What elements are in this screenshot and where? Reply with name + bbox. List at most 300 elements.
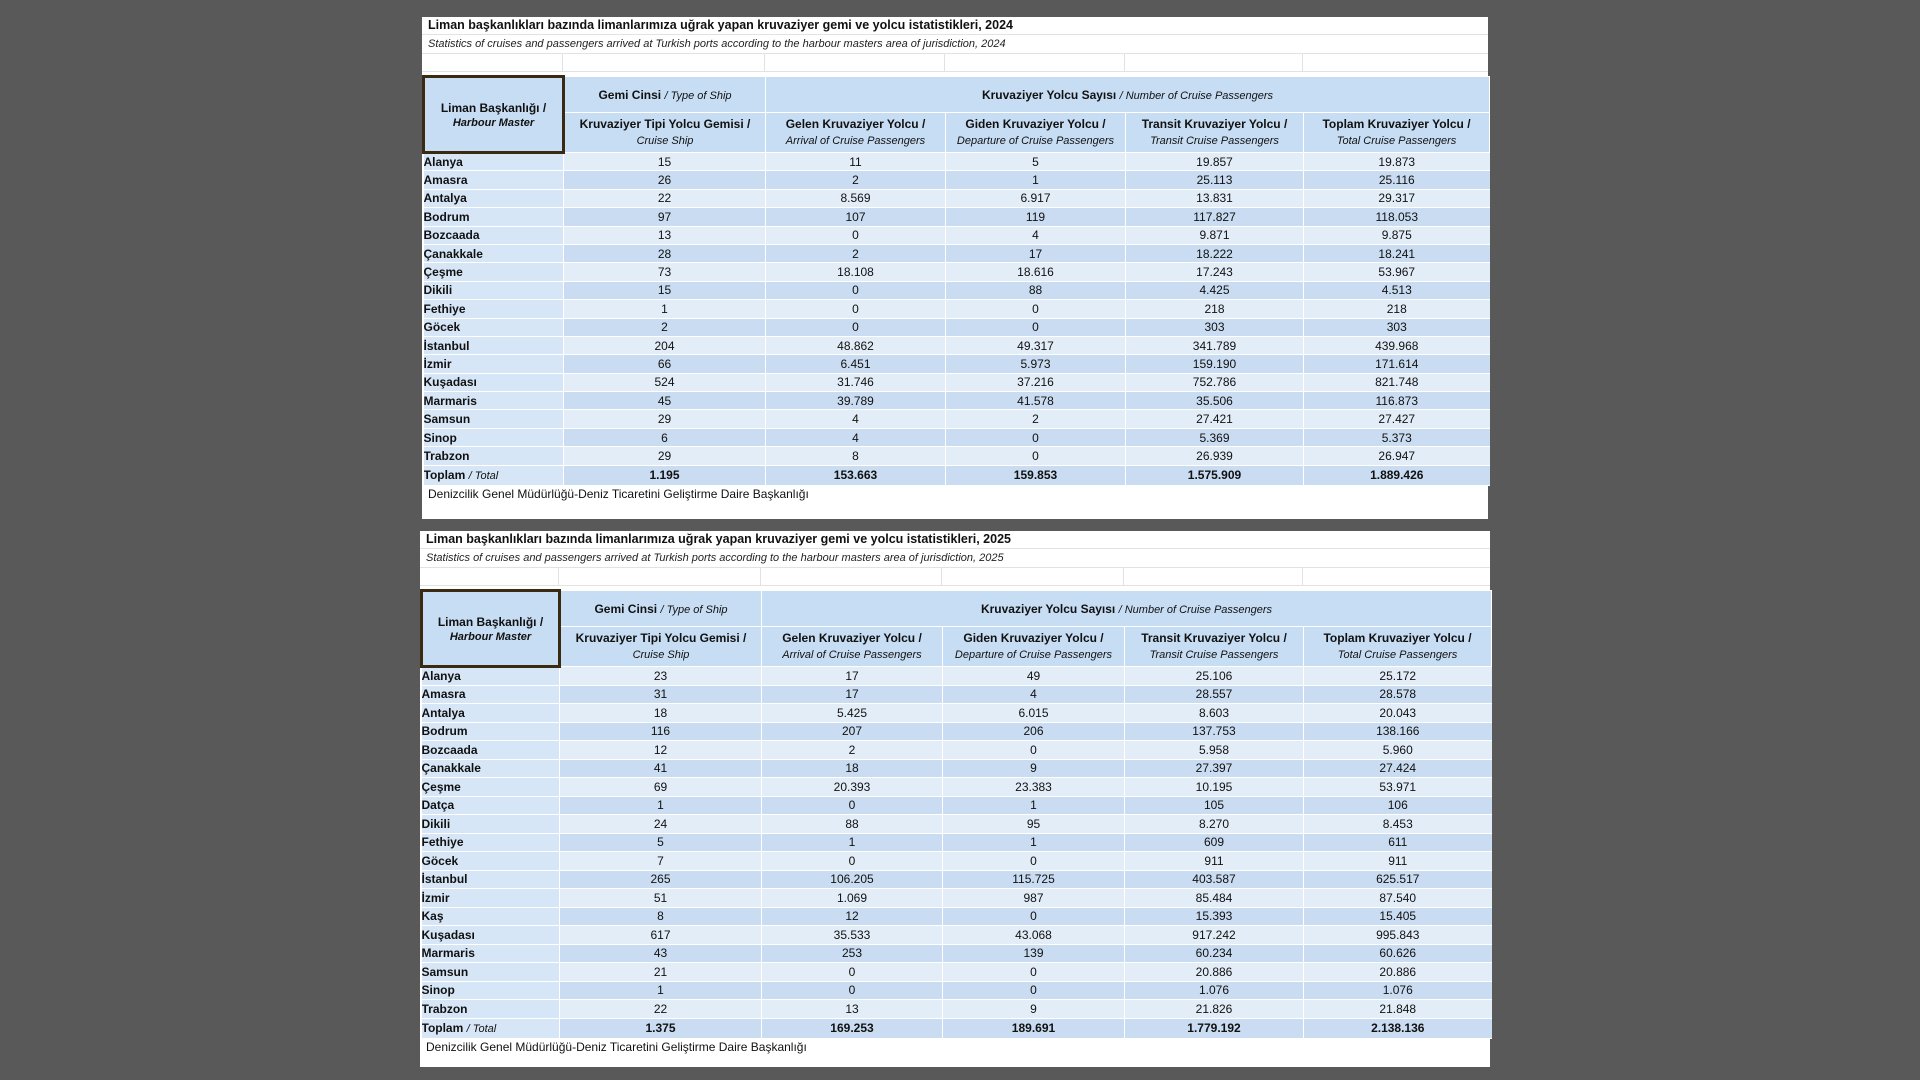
- value-cell: 0: [762, 963, 943, 982]
- table-row: [422, 704, 1492, 723]
- value-cell: 524: [564, 373, 766, 391]
- value-cell: 0: [766, 300, 946, 318]
- value-cell: 5.373: [1304, 428, 1490, 446]
- value-cell: 49: [943, 667, 1125, 686]
- value-cell: 0: [943, 981, 1125, 1000]
- value-cell: 2: [766, 244, 946, 262]
- table-row: [424, 373, 1490, 391]
- value-cell: 7: [560, 852, 762, 871]
- port-name-cell: Marmaris: [424, 392, 564, 410]
- value-cell: 26: [564, 171, 766, 189]
- value-cell: 28.578: [1304, 685, 1492, 704]
- ship-type-label-en: / Type of Ship: [660, 603, 728, 616]
- table-body: [424, 153, 1490, 486]
- table-row: [422, 685, 1492, 704]
- value-cell: 8.453: [1304, 815, 1492, 834]
- port-name-cell: Samsun: [422, 963, 560, 982]
- value-cell: 1: [943, 796, 1125, 815]
- value-cell: 4.425: [1126, 281, 1304, 299]
- total-label-en: / Total: [466, 1023, 497, 1035]
- value-cell: 119: [946, 208, 1126, 226]
- table-title-en: Statistics of cruises and passengers arrived at Turkish ports according to the harbour masters area of jurisdiction, 2024: [422, 35, 1488, 54]
- value-cell: 218: [1304, 300, 1490, 318]
- value-cell: 13: [564, 226, 766, 244]
- value-cell: 23: [560, 667, 762, 686]
- table-row: [424, 447, 1490, 465]
- value-cell: 19.857: [1126, 153, 1304, 171]
- cruise-ship-header: Kruvaziyer Tipi Yolcu Gemisi / Cruise Ship: [564, 113, 766, 153]
- value-cell: 752.786: [1126, 373, 1304, 391]
- total-value-cell: 1.779.192: [1125, 1018, 1304, 1038]
- value-cell: 8.270: [1125, 815, 1304, 834]
- port-name-cell: Göcek: [422, 852, 560, 871]
- value-cell: 107: [766, 208, 946, 226]
- harbour-master-label-tr: Liman Başkanlığı /: [437, 614, 544, 629]
- port-name-cell: Kuşadası: [422, 926, 560, 945]
- value-cell: 106: [1304, 796, 1492, 815]
- value-cell: 4: [946, 226, 1126, 244]
- value-cell: 5.960: [1304, 741, 1492, 760]
- value-cell: 1.076: [1304, 981, 1492, 1000]
- value-cell: 204: [564, 336, 766, 354]
- value-cell: 21.826: [1125, 1000, 1304, 1019]
- value-cell: 1: [560, 796, 762, 815]
- table-row: [422, 667, 1492, 686]
- table-title-tr: Liman başkanlıkları bazında limanlarımıza uğrak yapan kruvaziyer gemi ve yolcu istatistikleri, 2024: [422, 17, 1488, 35]
- port-name-cell: Samsun: [424, 410, 564, 428]
- value-cell: 60.626: [1304, 944, 1492, 963]
- table-row: [422, 833, 1492, 852]
- value-cell: 8.569: [766, 189, 946, 207]
- transit-header: Transit Kruvaziyer Yolcu / Transit Cruise Passengers: [1125, 627, 1304, 667]
- value-cell: 17: [762, 685, 943, 704]
- value-cell: 118.053: [1304, 208, 1490, 226]
- value-cell: 8: [560, 907, 762, 926]
- value-cell: 115.725: [943, 870, 1125, 889]
- port-name-cell: Trabzon: [424, 447, 564, 465]
- port-name-cell: Datça: [422, 796, 560, 815]
- port-name-cell: İstanbul: [424, 336, 564, 354]
- value-cell: 21.848: [1304, 1000, 1492, 1019]
- value-cell: 206: [943, 722, 1125, 741]
- total-value-cell: 153.663: [766, 465, 946, 485]
- value-cell: 15: [564, 281, 766, 299]
- table-row: [424, 355, 1490, 373]
- table-row: [422, 944, 1492, 963]
- table-row: [422, 815, 1492, 834]
- port-name-cell: Sinop: [422, 981, 560, 1000]
- value-cell: 41.578: [946, 392, 1126, 410]
- value-cell: 116: [560, 722, 762, 741]
- passengers-label-en: / Number of Cruise Passengers: [1118, 603, 1273, 616]
- value-cell: 13: [762, 1000, 943, 1019]
- table-row: [424, 189, 1490, 207]
- source-note: Denizcilik Genel Müdürlüğü-Deniz Ticaretini Geliştirme Daire Başkanlığı: [426, 1039, 807, 1054]
- value-cell: 53.967: [1304, 263, 1490, 281]
- value-cell: 2: [564, 318, 766, 336]
- value-cell: 995.843: [1304, 926, 1492, 945]
- value-cell: 28: [564, 244, 766, 262]
- value-cell: 11: [766, 153, 946, 171]
- port-name-cell: Çeşme: [422, 778, 560, 797]
- value-cell: 37.216: [946, 373, 1126, 391]
- table-row: [424, 318, 1490, 336]
- value-cell: 987: [943, 889, 1125, 908]
- port-name-cell: Antalya: [422, 704, 560, 723]
- table-row: [424, 392, 1490, 410]
- port-name-cell: Alanya: [422, 667, 560, 686]
- value-cell: 105: [1125, 796, 1304, 815]
- port-name-cell: Çanakkale: [424, 244, 564, 262]
- value-cell: 611: [1304, 833, 1492, 852]
- value-cell: 1: [560, 981, 762, 1000]
- cruise-ship-header: Kruvaziyer Tipi Yolcu Gemisi / Cruise Ship: [560, 627, 762, 667]
- value-cell: 911: [1125, 852, 1304, 871]
- harbour-master-label-en: Harbour Master: [449, 630, 532, 643]
- value-cell: 159.190: [1126, 355, 1304, 373]
- value-cell: 5.973: [946, 355, 1126, 373]
- total-label-tr: Toplam: [421, 1021, 464, 1035]
- value-cell: 27.424: [1304, 759, 1492, 778]
- value-cell: 25.116: [1304, 171, 1490, 189]
- value-cell: 22: [564, 189, 766, 207]
- table-row: [422, 981, 1492, 1000]
- table-body: [422, 667, 1492, 1039]
- table-row: [422, 778, 1492, 797]
- value-cell: 439.968: [1304, 336, 1490, 354]
- value-cell: 17: [946, 244, 1126, 262]
- table-title-tr: Liman başkanlıkları bazında limanlarımıza uğrak yapan kruvaziyer gemi ve yolcu istatistikleri, 2025: [420, 531, 1490, 549]
- port-name-cell: Trabzon: [422, 1000, 560, 1019]
- value-cell: 24: [560, 815, 762, 834]
- table-row: [424, 208, 1490, 226]
- value-cell: 60.234: [1125, 944, 1304, 963]
- value-cell: 26.947: [1304, 447, 1490, 465]
- value-cell: 21: [560, 963, 762, 982]
- total-value-cell: 2.138.136: [1304, 1018, 1492, 1038]
- value-cell: 43: [560, 944, 762, 963]
- value-cell: 48.862: [766, 336, 946, 354]
- passengers-header: [766, 77, 1490, 113]
- value-cell: 1: [564, 300, 766, 318]
- stats-table-2025: [420, 589, 1492, 1039]
- value-cell: 0: [943, 963, 1125, 982]
- value-cell: 341.789: [1126, 336, 1304, 354]
- table-row: [422, 759, 1492, 778]
- value-cell: 0: [766, 318, 946, 336]
- table-row: [424, 428, 1490, 446]
- table-row: [422, 852, 1492, 871]
- value-cell: 97: [564, 208, 766, 226]
- value-cell: 73: [564, 263, 766, 281]
- value-cell: 27.397: [1125, 759, 1304, 778]
- table-row: [422, 796, 1492, 815]
- table-row: [422, 889, 1492, 908]
- port-name-cell: Çanakkale: [422, 759, 560, 778]
- port-name-cell: Antalya: [424, 189, 564, 207]
- value-cell: 23.383: [943, 778, 1125, 797]
- value-cell: 6.917: [946, 189, 1126, 207]
- value-cell: 95: [943, 815, 1125, 834]
- value-cell: 18.616: [946, 263, 1126, 281]
- table-row: [424, 336, 1490, 354]
- value-cell: 821.748: [1304, 373, 1490, 391]
- port-name-cell: Dikili: [422, 815, 560, 834]
- value-cell: 20.393: [762, 778, 943, 797]
- value-cell: 116.873: [1304, 392, 1490, 410]
- value-cell: 9.871: [1126, 226, 1304, 244]
- value-cell: 15.405: [1304, 907, 1492, 926]
- value-cell: 88: [762, 815, 943, 834]
- table-row: [422, 741, 1492, 760]
- value-cell: 18: [762, 759, 943, 778]
- value-cell: 17.243: [1126, 263, 1304, 281]
- table-row: [424, 226, 1490, 244]
- value-cell: 5.425: [762, 704, 943, 723]
- harbour-master-header: [422, 591, 560, 667]
- total-passengers-header: Toplam Kruvaziyer Yolcu / Total Cruise Passengers: [1304, 627, 1492, 667]
- value-cell: 0: [946, 447, 1126, 465]
- passengers-header: [762, 591, 1492, 627]
- table-row: [424, 153, 1490, 171]
- value-cell: 15: [564, 153, 766, 171]
- total-label-cell: [424, 465, 564, 485]
- transit-header: Transit Kruvaziyer Yolcu / Transit Cruise Passengers: [1126, 113, 1304, 153]
- value-cell: 45: [564, 392, 766, 410]
- harbour-master-header: [424, 77, 564, 153]
- value-cell: 19.873: [1304, 153, 1490, 171]
- value-cell: 1.069: [762, 889, 943, 908]
- stats-sheet-2024: [422, 17, 1488, 519]
- departure-header: Giden Kruvaziyer Yolcu / Departure of Cruise Passengers: [943, 627, 1125, 667]
- value-cell: 51: [560, 889, 762, 908]
- source-note: Denizcilik Genel Müdürlüğü-Deniz Ticaretini Geliştirme Daire Başkanlığı: [428, 486, 809, 501]
- value-cell: 29.317: [1304, 189, 1490, 207]
- value-cell: 18.241: [1304, 244, 1490, 262]
- ship-type-header: [560, 591, 762, 627]
- value-cell: 8: [766, 447, 946, 465]
- value-cell: 1: [943, 833, 1125, 852]
- value-cell: 0: [762, 981, 943, 1000]
- value-cell: 4.513: [1304, 281, 1490, 299]
- total-value-cell: 159.853: [946, 465, 1126, 485]
- value-cell: 4: [943, 685, 1125, 704]
- port-name-cell: Kaş: [422, 907, 560, 926]
- value-cell: 0: [943, 852, 1125, 871]
- value-cell: 0: [943, 907, 1125, 926]
- ship-type-header: [564, 77, 766, 113]
- port-name-cell: Amasra: [422, 685, 560, 704]
- table-row: [422, 963, 1492, 982]
- harbour-master-label-en: Harbour Master: [452, 116, 535, 129]
- spacer-row: [420, 568, 1490, 586]
- port-name-cell: Bodrum: [422, 722, 560, 741]
- port-name-cell: Sinop: [424, 428, 564, 446]
- value-cell: 9: [943, 759, 1125, 778]
- value-cell: 0: [762, 796, 943, 815]
- value-cell: 0: [766, 281, 946, 299]
- value-cell: 0: [946, 428, 1126, 446]
- value-cell: 18.222: [1126, 244, 1304, 262]
- port-name-cell: Dikili: [424, 281, 564, 299]
- value-cell: 35.506: [1126, 392, 1304, 410]
- value-cell: 0: [766, 226, 946, 244]
- arrival-header: Gelen Kruvaziyer Yolcu / Arrival of Cruise Passengers: [762, 627, 943, 667]
- value-cell: 0: [943, 741, 1125, 760]
- port-name-cell: Bodrum: [424, 208, 564, 226]
- arrival-header: Gelen Kruvaziyer Yolcu / Arrival of Cruise Passengers: [766, 113, 946, 153]
- total-value-cell: 1.889.426: [1304, 465, 1490, 485]
- ship-type-label-en: / Type of Ship: [664, 89, 732, 102]
- value-cell: 6.015: [943, 704, 1125, 723]
- table-row: [422, 870, 1492, 889]
- value-cell: 303: [1304, 318, 1490, 336]
- port-name-cell: İzmir: [422, 889, 560, 908]
- value-cell: 403.587: [1125, 870, 1304, 889]
- value-cell: 87.540: [1304, 889, 1492, 908]
- ship-type-label-tr: Gemi Cinsi: [598, 87, 662, 102]
- value-cell: 35.533: [762, 926, 943, 945]
- value-cell: 6.451: [766, 355, 946, 373]
- total-value-cell: 1.195: [564, 465, 766, 485]
- value-cell: 20.886: [1304, 963, 1492, 982]
- value-cell: 139: [943, 944, 1125, 963]
- value-cell: 12: [762, 907, 943, 926]
- value-cell: 9: [943, 1000, 1125, 1019]
- value-cell: 27.427: [1304, 410, 1490, 428]
- value-cell: 69: [560, 778, 762, 797]
- value-cell: 253: [762, 944, 943, 963]
- value-cell: 41: [560, 759, 762, 778]
- value-cell: 85.484: [1125, 889, 1304, 908]
- table-row: [424, 263, 1490, 281]
- value-cell: 8.603: [1125, 704, 1304, 723]
- passengers-label-en: / Number of Cruise Passengers: [1119, 89, 1274, 102]
- value-cell: 88: [946, 281, 1126, 299]
- total-label-cell: [422, 1018, 560, 1038]
- value-cell: 17: [762, 667, 943, 686]
- value-cell: 1: [946, 171, 1126, 189]
- table-row: [422, 926, 1492, 945]
- value-cell: 4: [766, 410, 946, 428]
- value-cell: 1.076: [1125, 981, 1304, 1000]
- value-cell: 10.195: [1125, 778, 1304, 797]
- port-name-cell: Alanya: [424, 153, 564, 171]
- value-cell: 25.172: [1304, 667, 1492, 686]
- value-cell: 18: [560, 704, 762, 723]
- ship-type-label-tr: Gemi Cinsi: [594, 601, 658, 616]
- value-cell: 5.369: [1126, 428, 1304, 446]
- table-row: [422, 1000, 1492, 1019]
- total-label-tr: Toplam: [423, 468, 466, 483]
- value-cell: 26.939: [1126, 447, 1304, 465]
- value-cell: 25.113: [1126, 171, 1304, 189]
- value-cell: 49.317: [946, 336, 1126, 354]
- value-cell: 18.108: [766, 263, 946, 281]
- port-name-cell: Marmaris: [422, 944, 560, 963]
- value-cell: 2: [766, 171, 946, 189]
- total-value-cell: 169.253: [762, 1018, 943, 1038]
- value-cell: 31.746: [766, 373, 946, 391]
- value-cell: 117.827: [1126, 208, 1304, 226]
- table-row: [424, 281, 1490, 299]
- port-name-cell: Fethiye: [422, 833, 560, 852]
- value-cell: 917.242: [1125, 926, 1304, 945]
- value-cell: 66: [564, 355, 766, 373]
- value-cell: 625.517: [1304, 870, 1492, 889]
- value-cell: 20.886: [1125, 963, 1304, 982]
- port-name-cell: İstanbul: [422, 870, 560, 889]
- value-cell: 6: [564, 428, 766, 446]
- value-cell: 12: [560, 741, 762, 760]
- table-row: [424, 171, 1490, 189]
- stats-sheet-2025: [420, 531, 1490, 1067]
- table-row: [424, 244, 1490, 262]
- value-cell: 29: [564, 447, 766, 465]
- value-cell: 138.166: [1304, 722, 1492, 741]
- table-row: [424, 300, 1490, 318]
- value-cell: 303: [1126, 318, 1304, 336]
- table-row: [422, 722, 1492, 741]
- passengers-label-tr: Kruvaziyer Yolcu Sayısı: [980, 601, 1116, 616]
- table-title-en: Statistics of cruises and passengers arrived at Turkish ports according to the harbour masters area of jurisdiction, 2025: [420, 549, 1490, 568]
- value-cell: 0: [762, 852, 943, 871]
- port-name-cell: Amasra: [424, 171, 564, 189]
- value-cell: 25.106: [1125, 667, 1304, 686]
- value-cell: 5: [946, 153, 1126, 171]
- value-cell: 9.875: [1304, 226, 1490, 244]
- port-name-cell: Çeşme: [424, 263, 564, 281]
- total-label-en: / Total: [468, 470, 499, 483]
- value-cell: 27.421: [1126, 410, 1304, 428]
- port-name-cell: Fethiye: [424, 300, 564, 318]
- value-cell: 171.614: [1304, 355, 1490, 373]
- total-row: [424, 465, 1490, 485]
- table-row: [422, 907, 1492, 926]
- value-cell: 53.971: [1304, 778, 1492, 797]
- value-cell: 106.205: [762, 870, 943, 889]
- value-cell: 13.831: [1126, 189, 1304, 207]
- value-cell: 4: [766, 428, 946, 446]
- total-value-cell: 1.575.909: [1126, 465, 1304, 485]
- port-name-cell: İzmir: [424, 355, 564, 373]
- value-cell: 617: [560, 926, 762, 945]
- total-value-cell: 1.375: [560, 1018, 762, 1038]
- value-cell: 5.958: [1125, 741, 1304, 760]
- value-cell: 5: [560, 833, 762, 852]
- total-value-cell: 189.691: [943, 1018, 1125, 1038]
- value-cell: 0: [946, 300, 1126, 318]
- departure-header: Giden Kruvaziyer Yolcu / Departure of Cruise Passengers: [946, 113, 1126, 153]
- value-cell: 29: [564, 410, 766, 428]
- value-cell: 31: [560, 685, 762, 704]
- port-name-cell: Kuşadası: [424, 373, 564, 391]
- port-name-cell: Göcek: [424, 318, 564, 336]
- value-cell: 2: [946, 410, 1126, 428]
- value-cell: 39.789: [766, 392, 946, 410]
- value-cell: 609: [1125, 833, 1304, 852]
- total-passengers-header: Toplam Kruvaziyer Yolcu / Total Cruise Passengers: [1304, 113, 1490, 153]
- value-cell: 265: [560, 870, 762, 889]
- value-cell: 43.068: [943, 926, 1125, 945]
- value-cell: 911: [1304, 852, 1492, 871]
- harbour-master-label-tr: Liman Başkanlığı /: [440, 100, 547, 115]
- passengers-label-tr: Kruvaziyer Yolcu Sayısı: [981, 87, 1117, 102]
- value-cell: 207: [762, 722, 943, 741]
- value-cell: 22: [560, 1000, 762, 1019]
- port-name-cell: Bozcaada: [424, 226, 564, 244]
- port-name-cell: Bozcaada: [422, 741, 560, 760]
